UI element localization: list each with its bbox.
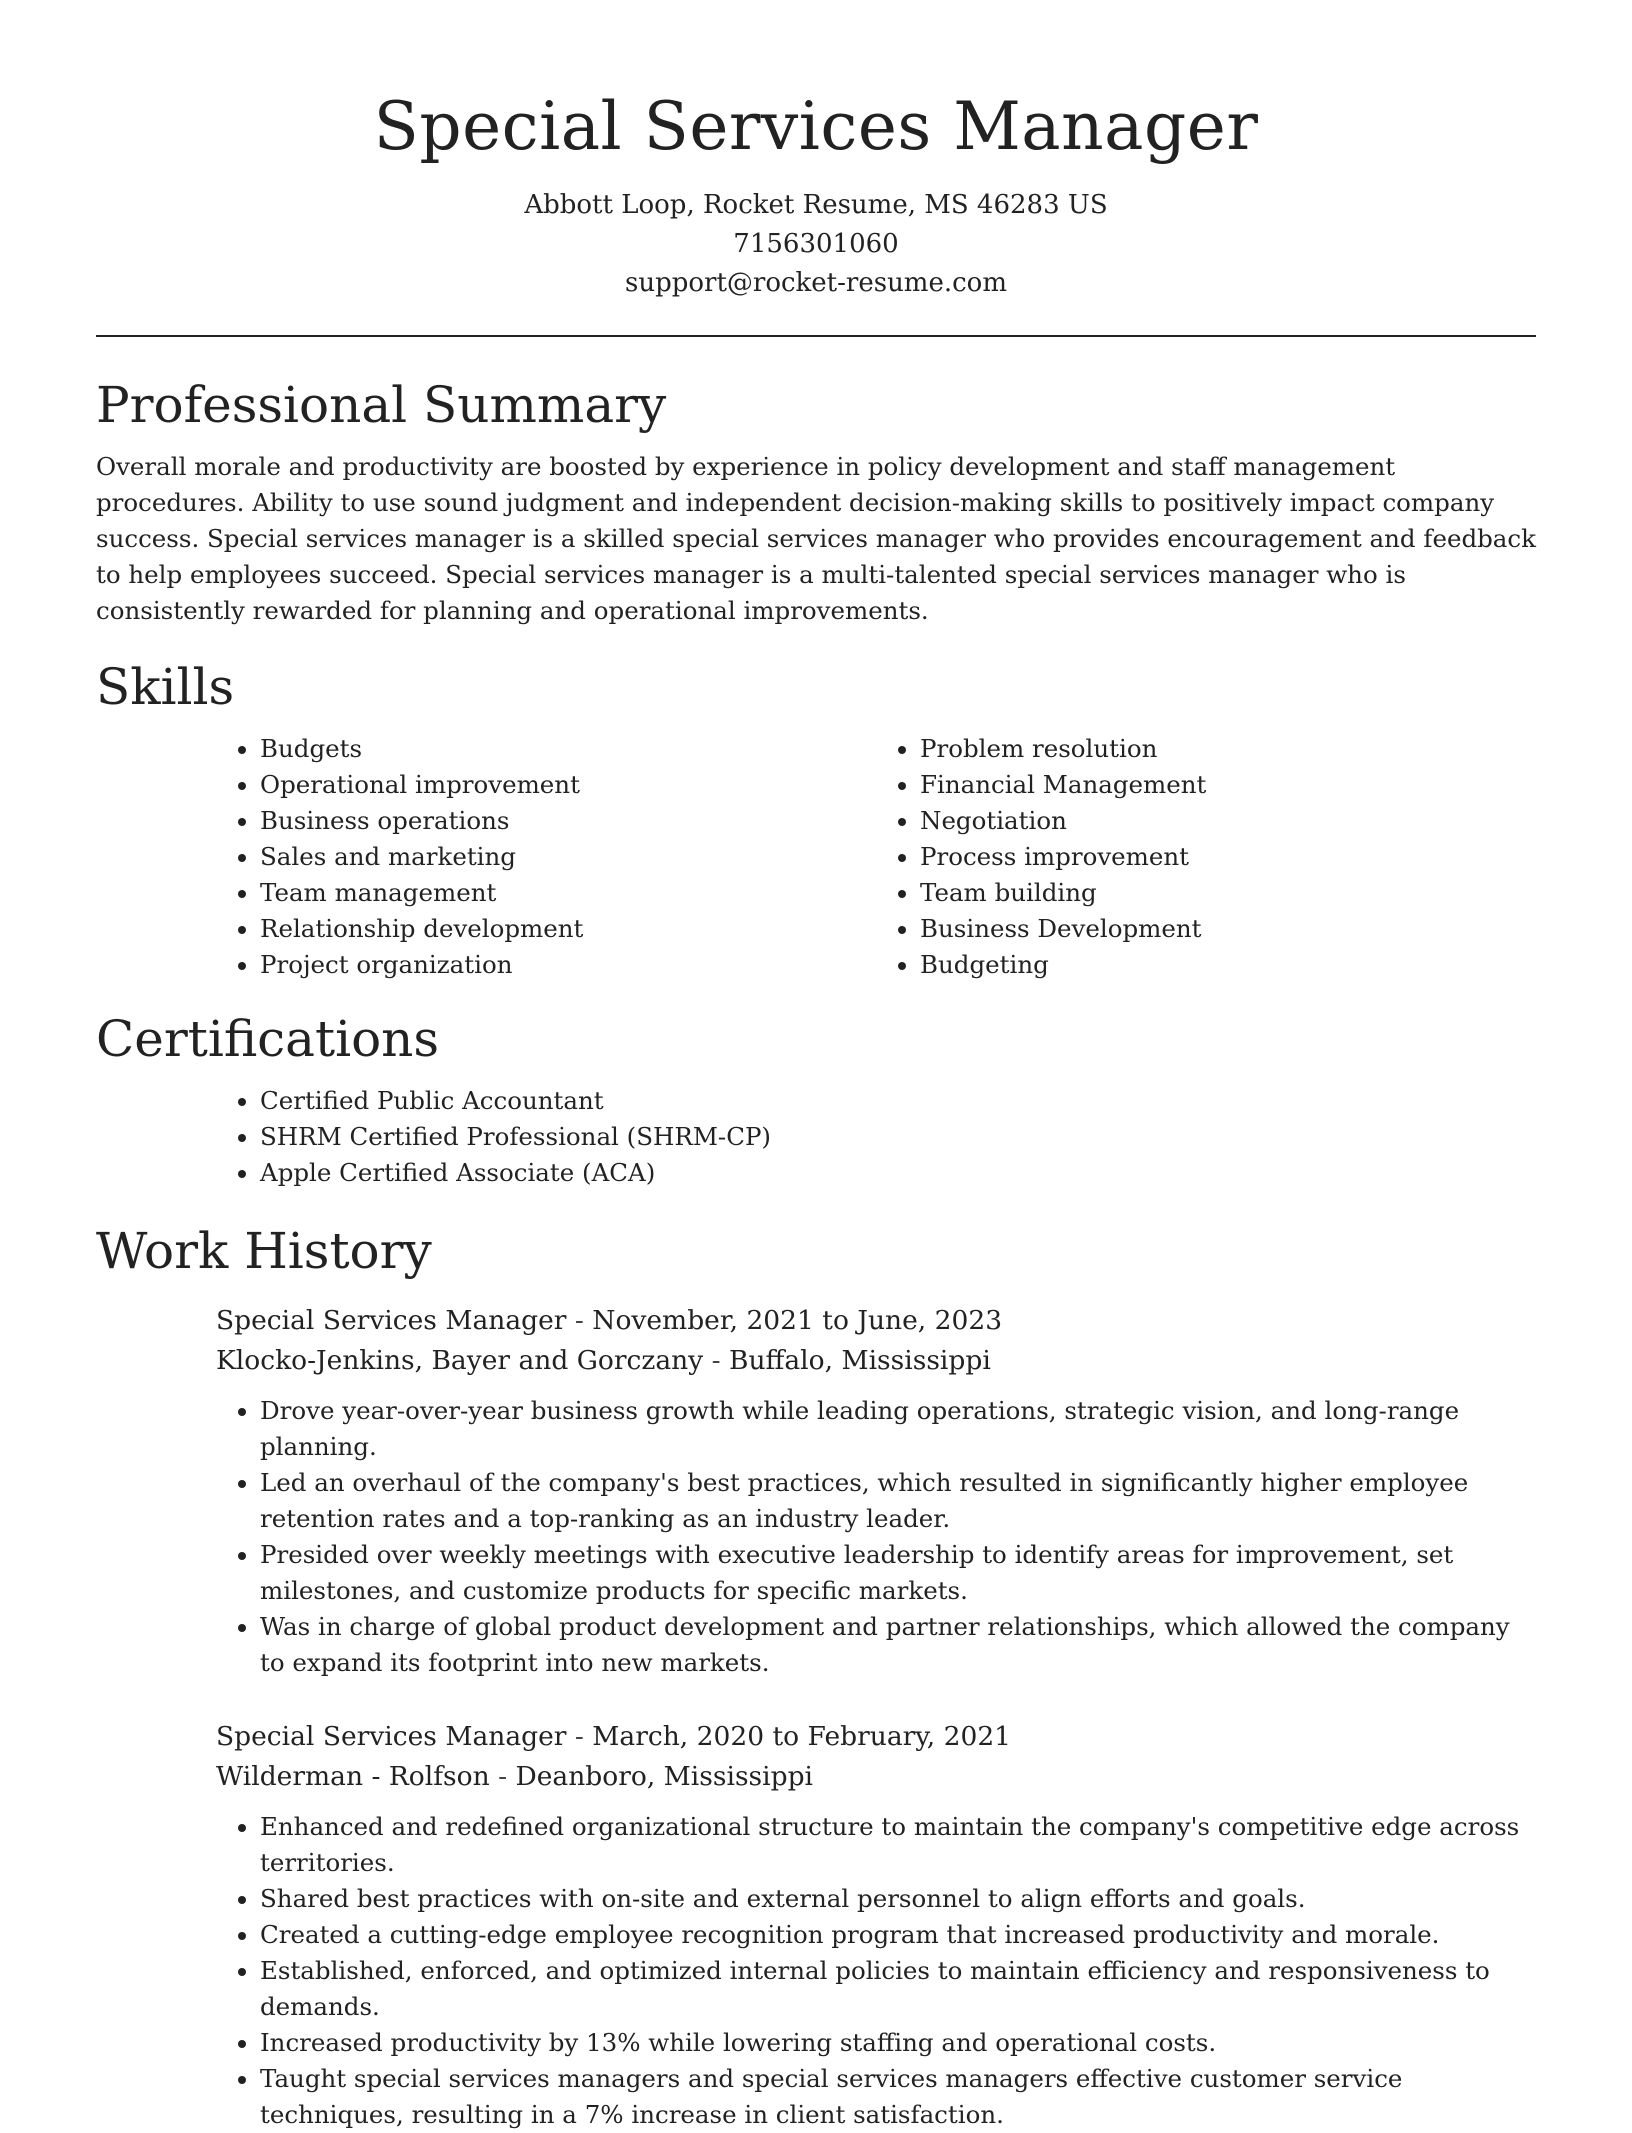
job-dates: November, 2021 to June, 2023: [592, 1305, 1003, 1336]
job-bullet: • Enhanced and redefined organizational structure to maintain the company's competitive edge across territories.: [260, 1809, 1536, 1881]
contact-block: [96, 186, 1536, 303]
job-title-line: [216, 1301, 1536, 1341]
summary-text: Overall morale and productivity are boosted by experience in policy development and staff management procedures. Ability to use sound judgment and independent decision-making skills to positively impact company success. Special services manager is a skilled special services manager who provides encouragement and feedback to help employees succeed. Special services manager is a multi-talented special services manager who is consistently rewarded for planning and operational improvements.: [96, 452, 1536, 625]
phone: 7156301060: [733, 229, 899, 259]
address: Abbott Loop, Rocket Resume, MS 46283 US: [524, 190, 1108, 220]
resume-page: [96, 0, 1536, 2133]
job-bullet: • Established, enforced, and optimized internal policies to maintain efficiency and responsiveness to demands.: [260, 1953, 1536, 2025]
job-entry: [216, 1717, 1536, 2133]
skill-item: • Problem resolution: [920, 731, 1536, 767]
skill-item: • Operational improvement: [260, 767, 876, 803]
resume-header: [96, 0, 1536, 303]
skills-heading: Skills: [96, 658, 235, 716]
skill-item: • Process improvement: [920, 839, 1536, 875]
job-location: Deanboro, Mississippi: [515, 1761, 814, 1792]
certifications-list: [216, 1083, 1536, 1191]
job-bullet: • Taught special services managers and special services managers effective customer service techniques, resulting in a 7% increase in client satisfaction.: [260, 2061, 1536, 2133]
separator: -: [574, 1305, 593, 1336]
job-bullet: • Created a cutting-edge employee recognition program that increased productivity and morale.: [260, 1917, 1536, 1953]
job-location: Buffalo, Mississippi: [729, 1345, 991, 1376]
separator: -: [574, 1721, 593, 1752]
work-history-heading: Work History: [96, 1222, 432, 1280]
certification-item: • Apple Certified Associate (ACA): [260, 1155, 1536, 1191]
work-history-section: [96, 1219, 1536, 2133]
job-bullet: • Increased productivity by 13% while lowering staffing and operational costs.: [260, 2025, 1536, 2061]
skill-item: • Business Development: [920, 911, 1536, 947]
job-bullet: • Presided over weekly meetings with executive leadership to identify areas for improvement, set milestones, and customize products for specific markets.: [260, 1537, 1536, 1609]
skill-item: • Team management: [260, 875, 876, 911]
separator: -: [498, 1761, 516, 1792]
skill-item: • Negotiation: [920, 803, 1536, 839]
email: support@rocket-resume.com: [624, 268, 1007, 298]
skill-item: • Budgets: [260, 731, 876, 767]
skills-section: [96, 655, 1536, 983]
job-role: Special Services Manager: [216, 1305, 567, 1336]
skill-item: • Project organization: [260, 947, 876, 983]
certifications-section: [96, 1007, 1536, 1191]
candidate-name: Special Services Manager: [373, 88, 1259, 165]
job-entry: [216, 1301, 1536, 1681]
header-divider: [96, 335, 1536, 337]
skill-item: • Budgeting: [920, 947, 1536, 983]
job-bullet: • Drove year-over-year business growth while leading operations, strategic vision, and long-range planning.: [260, 1393, 1536, 1465]
job-company: Klocko-Jenkins, Bayer and Gorczany: [216, 1345, 704, 1376]
job-bullets: [216, 1393, 1536, 1681]
skill-item: • Business operations: [260, 803, 876, 839]
job-bullet: • Shared best practices with on-site and external personnel to align efforts and goals.: [260, 1881, 1536, 1917]
certification-item: • Certified Public Accountant: [260, 1083, 1536, 1119]
skills-right-list: [876, 731, 1536, 983]
job-bullet: • Was in charge of global product development and partner relationships, which allowed the company to expand its footprint into new markets.: [260, 1609, 1536, 1681]
certifications-heading: Certifications: [96, 1010, 440, 1068]
skill-item: • Financial Management: [920, 767, 1536, 803]
summary-heading: Professional Summary: [96, 376, 667, 434]
job-dates: March, 2020 to February, 2021: [592, 1721, 1012, 1752]
job-company-line: [216, 1757, 1536, 1797]
separator: -: [711, 1345, 729, 1376]
skills-left-list: [216, 731, 876, 983]
job-bullets: [216, 1809, 1536, 2133]
certification-item: • SHRM Certified Professional (SHRM-CP): [260, 1119, 1536, 1155]
job-role: Special Services Manager: [216, 1721, 567, 1752]
skill-item: • Relationship development: [260, 911, 876, 947]
skill-item: • Sales and marketing: [260, 839, 876, 875]
skills-grid: [216, 731, 1536, 983]
job-company-line: [216, 1341, 1536, 1381]
job-company: Wilderman - Rolfson: [216, 1761, 490, 1792]
job-bullet: • Led an overhaul of the company's best practices, which resulted in significantly higher employee retention rates and a top-ranking as an industry leader.: [260, 1465, 1536, 1537]
job-title-line: [216, 1717, 1536, 1757]
summary-section: [96, 373, 1536, 629]
skill-item: • Team building: [920, 875, 1536, 911]
